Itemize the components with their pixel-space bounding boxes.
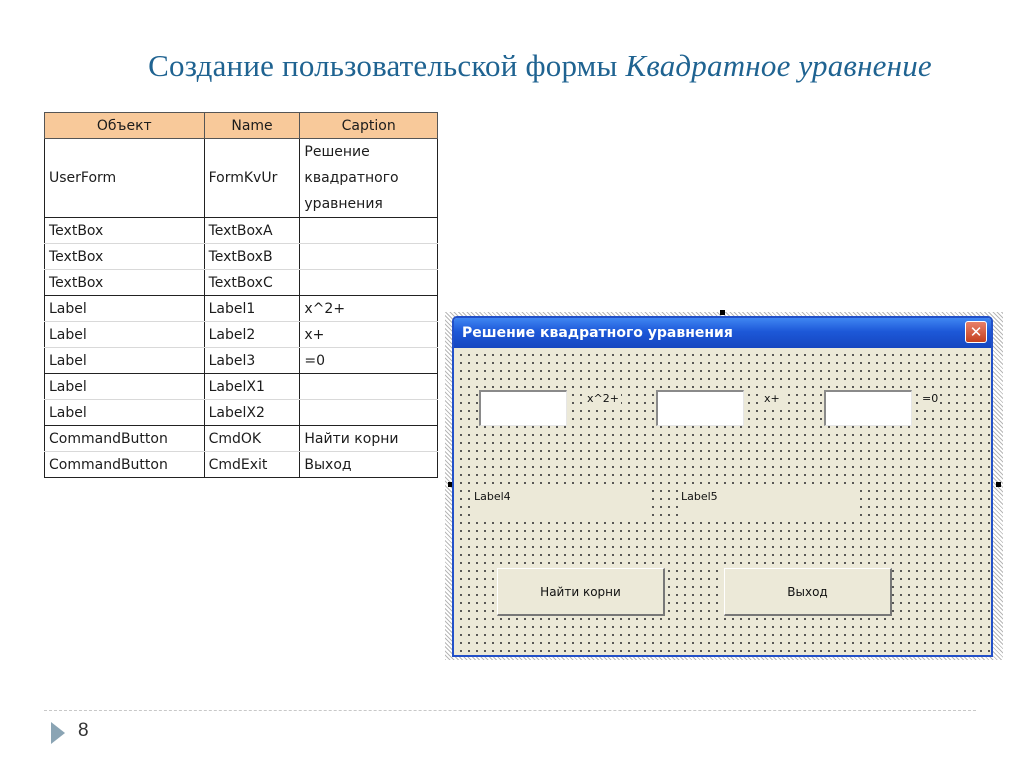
- resize-handle-top[interactable]: [720, 310, 725, 315]
- header-name: Name: [204, 113, 300, 139]
- cell-object: TextBox: [45, 244, 205, 270]
- close-icon[interactable]: ✕: [965, 321, 987, 343]
- find-roots-button[interactable]: Найти корни: [497, 568, 665, 616]
- cell-name: TextBoxC: [204, 270, 300, 296]
- cell-object: Label: [45, 348, 205, 374]
- cell-name: CmdOK: [204, 426, 300, 452]
- table-row: [45, 270, 438, 296]
- cell-object: TextBox: [45, 218, 205, 244]
- cell-name: LabelX2: [204, 400, 300, 426]
- cell-name: FormKvUr: [204, 139, 300, 218]
- label-x2-result: Label5: [678, 488, 860, 522]
- label-x: x+: [764, 392, 780, 405]
- table-row: [45, 322, 438, 348]
- page-number: 8: [78, 720, 89, 741]
- form-title: Решение квадратного уравнения: [462, 325, 733, 341]
- label-x1-result: Label4: [471, 488, 651, 522]
- cell-object: Label: [45, 400, 205, 426]
- table-row: [45, 374, 438, 400]
- cell-caption: x^2+: [300, 296, 438, 322]
- cell-caption: [300, 244, 438, 270]
- cell-object: Label: [45, 296, 205, 322]
- cell-caption: [300, 218, 438, 244]
- cell-object: CommandButton: [45, 426, 205, 452]
- cell-name: CmdExit: [204, 452, 300, 478]
- textbox-c[interactable]: [824, 390, 912, 426]
- table-header-row: [45, 113, 438, 139]
- table-row: [45, 400, 438, 426]
- cell-caption: x+: [300, 322, 438, 348]
- textbox-b[interactable]: [656, 390, 744, 426]
- slide-title-italic: Квадратное уравнение: [625, 48, 932, 83]
- cell-object: Label: [45, 374, 205, 400]
- cell-name: LabelX1: [204, 374, 300, 400]
- exit-button[interactable]: Выход: [724, 568, 892, 616]
- cell-caption: [300, 270, 438, 296]
- cell-name: Label2: [204, 322, 300, 348]
- cell-caption: [300, 374, 438, 400]
- cell-caption: [300, 400, 438, 426]
- table-row: [45, 348, 438, 374]
- resize-handle-right[interactable]: [996, 482, 1001, 487]
- cell-caption: Решение квадратного уравнения: [300, 139, 438, 218]
- label-x-squared: x^2+: [587, 392, 619, 405]
- textbox-a[interactable]: [479, 390, 567, 426]
- cell-name: TextBoxA: [204, 218, 300, 244]
- cell-name: Label1: [204, 296, 300, 322]
- properties-table: [44, 112, 438, 478]
- cell-object: UserForm: [45, 139, 205, 218]
- bullet-arrow-icon: [51, 722, 65, 744]
- cell-name: TextBoxB: [204, 244, 300, 270]
- footer-divider: [44, 710, 976, 711]
- cell-caption: Выход: [300, 452, 438, 478]
- cell-object: Label: [45, 322, 205, 348]
- header-caption: Caption: [300, 113, 438, 139]
- table-row: [45, 244, 438, 270]
- form-titlebar[interactable]: [454, 318, 991, 348]
- label-equals-zero: =0: [922, 392, 939, 405]
- cell-caption: Найти корни: [300, 426, 438, 452]
- form-body[interactable]: [454, 348, 991, 655]
- table-row: [45, 296, 438, 322]
- cell-object: CommandButton: [45, 452, 205, 478]
- cell-object: TextBox: [45, 270, 205, 296]
- userform-window[interactable]: [452, 316, 993, 657]
- table-row: [45, 452, 438, 478]
- table-row: [45, 139, 438, 218]
- table-row: [45, 218, 438, 244]
- header-object: Объект: [45, 113, 205, 139]
- slide-title: [100, 46, 980, 86]
- table-row: [45, 426, 438, 452]
- cell-name: Label3: [204, 348, 300, 374]
- slide-title-regular: Создание пользовательской формы: [148, 48, 626, 83]
- cell-caption: =0: [300, 348, 438, 374]
